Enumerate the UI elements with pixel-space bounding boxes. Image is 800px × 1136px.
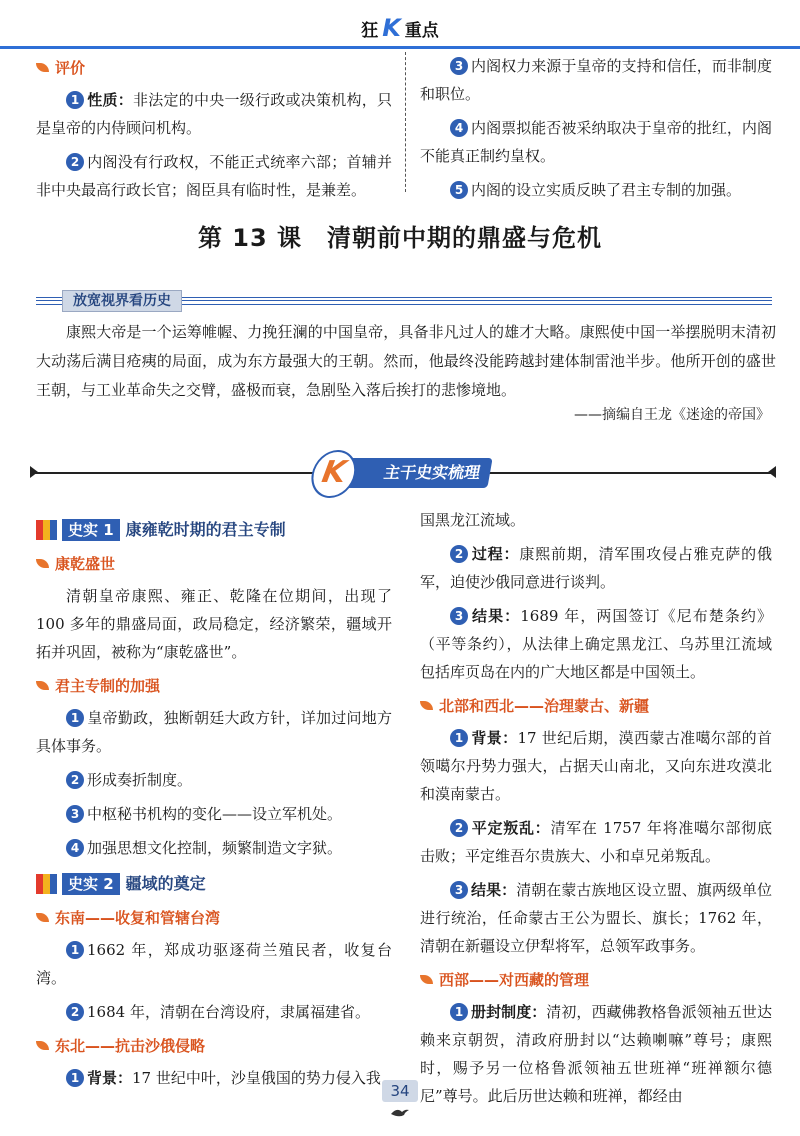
header-right: 重点 [404,21,439,41]
number-badge: 1 [450,1003,468,1021]
left-column [36,514,392,1098]
column-divider [405,52,406,192]
list-item: 2 形成奏折制度。 [36,766,392,794]
leaf-icon [420,975,433,984]
list-item: 1 册封制度：清初，西藏佛教格鲁派领袖五世达赖来京朝贺，清政府册封以“达赖喇嘛”尊号；康熙时，赐予另一位格鲁派领袖五世班禅“班禅额尔德尼”尊号。此后历世达赖和班禅，都经由 [420,1003,772,1105]
horizon-passage: 康熙大帝是一个运筹帷幄、力挽狂澜的中国皇帝，具备非凡过人的雄才大略。康熙使中国一举摆脱明末清初大动荡后满目疮痍的局面，成为东方最强大的王朝。然而，他最终没能跨越封建体制雷池半步。他所开创的盛世王朝，与工业革命失之交臂，盛极而衰，急剧坠入落后挨打的悲惨境地。 [36,323,776,399]
header-left: 狂 [361,21,379,41]
eval-item-4: 4 内阁票拟能否被采纳取决于皇帝的批红，内阁不能真正制约皇权。 [420,119,772,165]
top-right-column [420,52,772,210]
number-badge: 3 [450,607,468,625]
subhead-north-northwest: 北部和西北——治理蒙古、新疆 [420,692,772,720]
eval-item-1: 1 性质：非法定的中央一级行政或决策机构，只是皇帝的内侍顾问机构。 [36,91,392,137]
eval-item-5: 5 内阁的设立实质反映了君主专制的加强。 [420,176,772,204]
section-heading-1: 史实 1 康雍乾时期的君主专制 [36,516,392,544]
leaf-icon [420,701,433,710]
eval-item-2: 2 内阁没有行政权，不能正式统率六部；首辅并非中央最高行政长官；阁臣具有临时性，是兼差。 [36,153,392,199]
subhead-autocracy: 君主专制的加强 [36,672,392,700]
book-icon [36,874,58,894]
evaluation-subhead: 评价 [36,54,392,82]
subhead-west-tibet: 西部——对西藏的管理 [420,966,772,994]
subhead-southeast: 东南——收复和管辖台湾 [36,904,392,932]
number-badge: 1 [66,1069,84,1087]
list-item: 1 皇帝勤政，独断朝廷大政方针，详加过问地方具体事务。 [36,709,392,755]
number-badge: 2 [66,771,84,789]
paragraph-continuation: 国黑龙江流域。 [420,511,526,529]
main-facts-banner: K 主干史实梳理 [319,458,492,488]
leaf-icon [36,559,49,568]
triangle-right-icon [768,466,776,478]
list-item: 2 过程：康熙前期，清军围攻侵占雅克萨的俄军，迫使沙俄同意进行谈判。 [420,545,772,591]
number-badge: 2 [66,153,84,171]
lesson-title: 第 13 课 清朝前中期的鼎盛与危机 [197,224,603,252]
list-item: 2 平定叛乱：清军在 1757 年将准噶尔部彻底击败；平定维吾尔贵族大、小和卓兄弟叛乱。 [420,819,772,865]
number-badge: 3 [66,805,84,823]
k-logo-icon: K [308,450,360,498]
list-item: 3 结果：清朝在蒙古族地区设立盟、旗两级单位进行统治，任命蒙古王公为盟长、旗长；1762 年，清朝在新疆设立伊犁将军，总领军政事务。 [420,881,772,955]
list-item: 2 1684 年，清朝在台湾设府，隶属福建省。 [36,998,392,1026]
list-item: 4 加强思想文化控制，频繁制造文字狱。 [36,834,392,862]
subhead-kangqian: 康乾盛世 [36,550,392,578]
horizon-banner [36,292,772,308]
bird-logo-icon [390,1106,410,1118]
horizon-label: 放宽视界看历史 [62,290,182,312]
book-icon [36,520,58,540]
list-item: 3 中枢秘书机构的变化——设立军机处。 [36,800,392,828]
number-badge: 4 [450,119,468,137]
triangle-left-icon [30,466,38,478]
leaf-icon [36,63,49,72]
number-badge: 1 [66,709,84,727]
leaf-icon [36,1041,49,1050]
horizon-source: ——摘编自王龙《迷途的帝国》 [574,407,770,423]
number-badge: 2 [450,819,468,837]
header-k-logo: K [382,14,401,42]
number-badge: 1 [450,729,468,747]
leaf-icon [36,913,49,922]
eval-item-3: 3 内阁权力来源于皇帝的支持和信任，而非制度和职位。 [420,57,772,103]
number-badge: 2 [66,1003,84,1021]
running-header [0,14,800,42]
number-badge: 3 [450,881,468,899]
header-rule [0,46,800,49]
page-number: 34 [368,1080,432,1102]
number-badge: 1 [66,91,84,109]
number-badge: 2 [450,545,468,563]
leaf-icon [36,681,49,690]
list-item: 1 背景：17 世纪中叶，沙皇俄国的势力侵入我 [36,1064,392,1092]
number-badge: 4 [66,839,84,857]
section-heading-2: 史实 2 疆域的奠定 [36,870,392,898]
number-badge: 1 [66,941,84,959]
right-column [420,506,772,1116]
list-item: 1 1662 年，郑成功驱逐荷兰殖民者，收复台湾。 [36,941,392,987]
subhead-northeast: 东北——抗击沙俄侵略 [36,1032,392,1060]
top-left-column [36,52,392,210]
list-item: 3 结果：1689 年，两国签订《尼布楚条约》（平等条约），从法律上确定黑龙江、乌苏里江流域包括库页岛在内的广大地区都是中国领土。 [420,607,772,681]
number-badge: 3 [450,57,468,75]
paragraph-kangqian: 清朝皇帝康熙、雍正、乾隆在位期间，出现了 100 多年的鼎盛局面，政局稳定，经济繁荣，疆域开拓并巩固，被称为“康乾盛世”。 [36,587,392,661]
number-badge: 5 [450,181,468,199]
list-item: 1 背景：17 世纪后期，漠西蒙古准噶尔部的首领噶尔丹势力强大，占据天山南北，又向东进攻漠北和漠南蒙古。 [420,729,772,803]
